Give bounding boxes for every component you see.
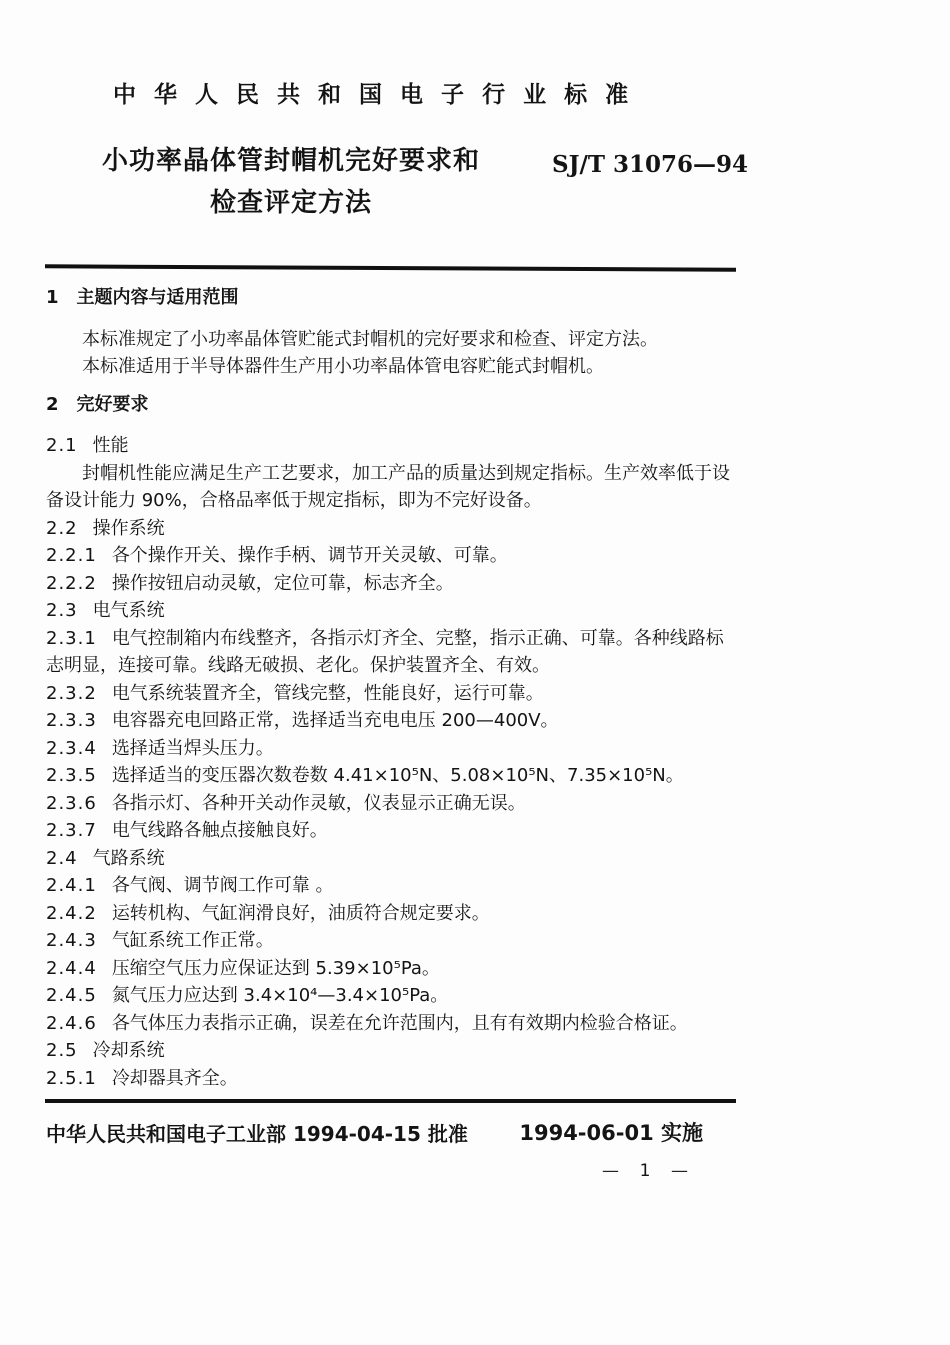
section-number: 2 bbox=[46, 393, 60, 415]
clause-number: 2.3.6 bbox=[46, 792, 97, 814]
clause bbox=[46, 982, 738, 1010]
clause-text: 性能 bbox=[92, 435, 129, 456]
clause-number: 2.5 bbox=[46, 1040, 78, 1061]
section-heading bbox=[46, 284, 738, 312]
clause-number: 2.3.1 bbox=[46, 627, 97, 649]
clause bbox=[46, 542, 738, 570]
clause-number: 2.2 bbox=[46, 517, 78, 539]
clause-text: 电气系统 bbox=[92, 600, 165, 621]
clause bbox=[46, 762, 738, 790]
clause-number: 2.2.1 bbox=[46, 545, 97, 566]
clause-number: 2.3.4 bbox=[46, 737, 97, 759]
clause bbox=[46, 597, 738, 625]
clause-number: 2.4.3 bbox=[46, 930, 97, 951]
document-title bbox=[46, 146, 536, 219]
clause-number: 2.4.6 bbox=[46, 1012, 97, 1034]
clause-number: 2.2.2 bbox=[46, 572, 97, 594]
clause-text: 电气系统装置齐全，管线完整，性能良好，运行可靠。 bbox=[111, 682, 544, 704]
clause-number: 2.3.2 bbox=[46, 682, 97, 704]
clause bbox=[46, 955, 738, 983]
clause-text: 冷却系统 bbox=[92, 1040, 165, 1061]
clause-number: 2.3 bbox=[46, 600, 78, 621]
clause-text: 冷却器具齐全。 bbox=[111, 1067, 238, 1089]
clause bbox=[46, 845, 738, 873]
paragraph: 本标准规定了小功率晶体管贮能式封帽机的完好要求和检查、评定方法。 bbox=[82, 328, 658, 350]
clause bbox=[46, 1010, 738, 1038]
clause-text: 选择适当的变压器次数卷数 4.41×10⁵N、5.08×10⁵N、7.35×10⁵N。 bbox=[111, 765, 684, 786]
document-title-line2: 检查评定方法 bbox=[209, 188, 372, 218]
document-title-line1: 小功率晶体管封帽机完好要求和 bbox=[101, 146, 480, 176]
header-rule bbox=[45, 264, 736, 271]
section-title: 主题内容与适用范围 bbox=[76, 287, 239, 308]
clause-number: 2.3.7 bbox=[46, 820, 97, 841]
clause-text: 各气阀、调节阀工作可靠 。 bbox=[111, 875, 334, 896]
clause bbox=[46, 1065, 738, 1093]
clause bbox=[46, 900, 738, 928]
clause bbox=[46, 735, 738, 763]
clause-text: 各指示灯、各种开关动作灵敏，仪表显示正确无误。 bbox=[111, 792, 526, 814]
section-number: 1 bbox=[46, 287, 60, 308]
clause-text: 气缸系统工作正常。 bbox=[111, 930, 274, 951]
clause-text: 操作按钮启动灵敏，定位可靠，标志齐全。 bbox=[111, 572, 454, 594]
clause bbox=[46, 790, 738, 818]
clause-text: 电容器充电回路正常，选择适当充电电压 200—400V。 bbox=[111, 710, 559, 731]
footer-rule bbox=[45, 1099, 736, 1103]
clause bbox=[46, 625, 738, 680]
clause bbox=[46, 707, 738, 735]
clause-text: 选择适当焊头压力。 bbox=[111, 737, 274, 759]
paragraph: 本标准适用于半导体器件生产用小功率晶体管电容贮能式封帽机。 bbox=[82, 356, 604, 377]
clause-text: 操作系统 bbox=[92, 517, 165, 539]
page-number-value: 1 bbox=[639, 1161, 651, 1181]
clause-text: 各个操作开关、操作手柄、调节开关灵敏、可靠。 bbox=[111, 545, 508, 566]
clause-number: 2.4.4 bbox=[46, 957, 97, 979]
clause-text: 各气体压力表指示正确，误差在允许范围内，且有有效期内检验合格证。 bbox=[111, 1012, 688, 1034]
clause-number: 2.4 bbox=[46, 847, 78, 869]
clause bbox=[46, 680, 738, 708]
clause-number: 2.3.5 bbox=[46, 765, 97, 786]
clause-text: 气路系统 bbox=[92, 847, 165, 869]
clause bbox=[46, 432, 738, 460]
standard-class-label: 中 华 人 民 共 和 国 电 子 行 业 标 准 bbox=[113, 82, 634, 108]
section-title: 完好要求 bbox=[76, 393, 149, 415]
standard-number: SJ/T 31076—94 bbox=[552, 151, 749, 178]
clause-text: 电气控制箱内布线整齐，各指示灯齐全、完整，指示正确、可靠。各种线路标志明显，连接可靠。线路无破损、老化。保护装置齐全、有效。 bbox=[46, 627, 724, 676]
clause bbox=[46, 515, 738, 543]
clause bbox=[46, 872, 738, 900]
clause bbox=[46, 927, 738, 955]
clause-number: 2.4.5 bbox=[46, 985, 97, 1006]
clause-number: 2.4.2 bbox=[46, 902, 97, 924]
paragraph: 封帽机性能应满足生产工艺要求，加工产品的质量达到规定指标。生产效率低于设备设计能力 90%，合格品率低于规定指标，即为不完好设备。 bbox=[46, 462, 730, 511]
document-body bbox=[46, 284, 738, 1092]
clause-text: 运转机构、气缸润滑良好，油质符合规定要求。 bbox=[111, 902, 490, 924]
clause-text: 氮气压力应达到 3.4×10⁴—3.4×10⁵Pa。 bbox=[111, 985, 449, 1006]
section-heading bbox=[46, 391, 738, 419]
clause-number: 2.5.1 bbox=[46, 1067, 97, 1089]
clause bbox=[46, 1037, 738, 1065]
page-number bbox=[602, 1161, 688, 1181]
clause-number: 2.4.1 bbox=[46, 875, 97, 896]
implementation-statement: 1994-06-01 实施 bbox=[519, 1121, 703, 1145]
clause-text: 压缩空气压力应保证达到 5.39×10⁵Pa。 bbox=[111, 957, 440, 979]
clause-number: 2.1 bbox=[46, 435, 78, 456]
clause-text: 电气线路各触点接触良好。 bbox=[111, 820, 328, 841]
approval-statement: 中华人民共和国电子工业部 1994-04-15 批准 bbox=[46, 1122, 468, 1146]
clause bbox=[46, 570, 738, 598]
clause bbox=[46, 817, 738, 845]
clause-number: 2.3.3 bbox=[46, 710, 97, 731]
page-number-dash-right: — bbox=[670, 1161, 688, 1181]
page-number-dash-left: — bbox=[602, 1161, 619, 1181]
